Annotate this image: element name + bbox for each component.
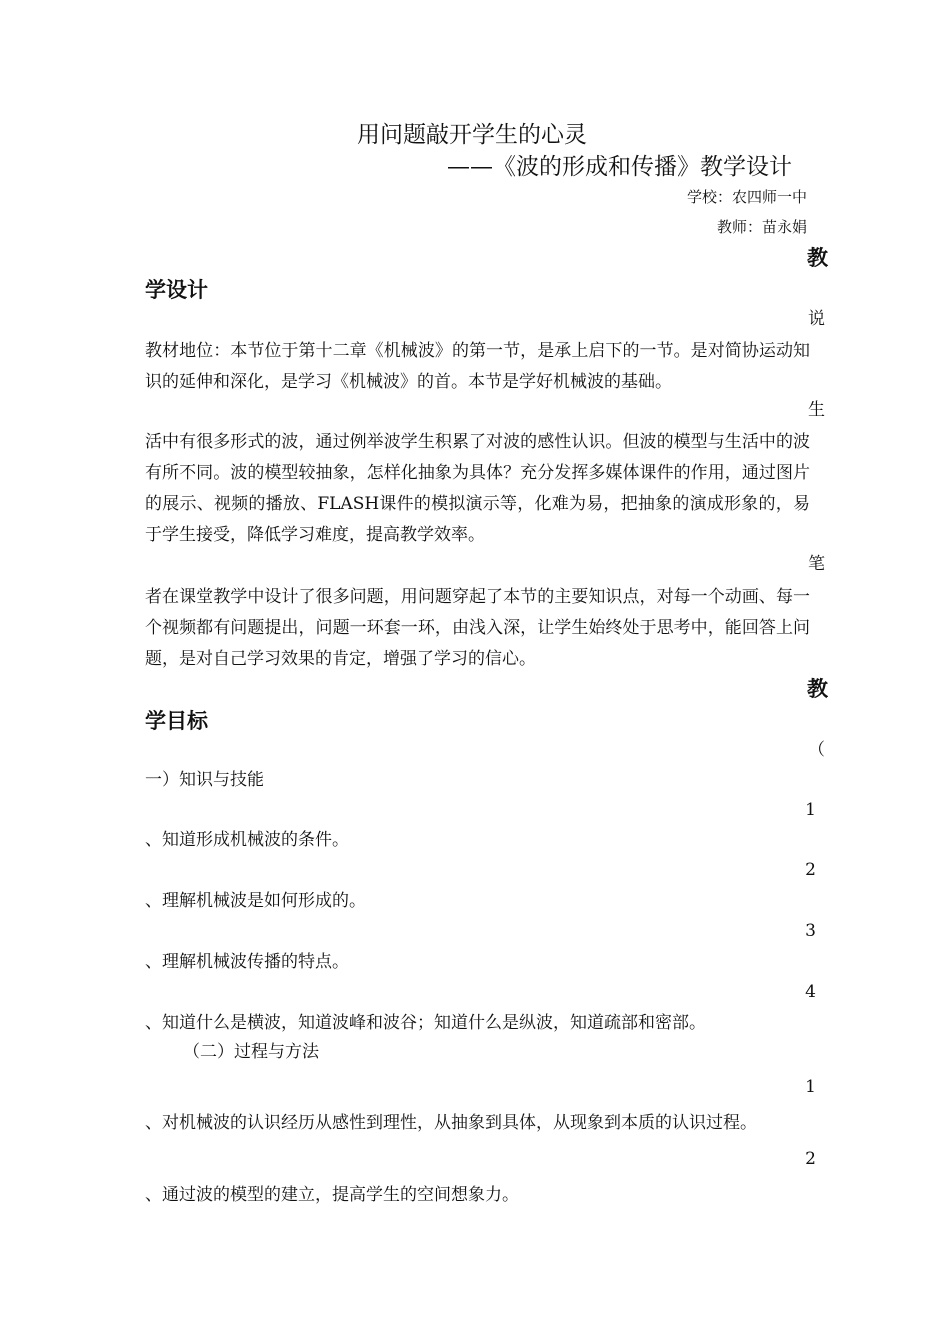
objective-item: 、理解机械波传播的特点。 xyxy=(145,952,349,972)
school-line: 学校：农四师一中 xyxy=(686,188,807,206)
objective-number: 4 xyxy=(805,982,816,1002)
process-methods-label: （二）过程与方法 xyxy=(183,1042,319,1062)
section1-heading-first-char: 教 xyxy=(807,245,828,270)
objective-number: 2 xyxy=(805,860,816,880)
paragraph-textbook-position: 教材地位：本节位于第十二章《机械波》的第一节，是承上启下的一节。是对简协运动知识的延伸和深化，是学习《机械波》的首。本节是学好机械波的基础。 xyxy=(145,341,810,392)
objective-number: 3 xyxy=(805,921,816,941)
paragraph-author-design: 者在课堂教学中设计了很多问题，用问题穿起了本节的主要知识点，对每一个动画、每一个视频都有问题提出，问题一环套一环，由浅入深，让学生始终处于思考中，能回答上问题，是对自己学习效果的肯定，增强了学习的信心。 xyxy=(145,587,810,669)
section2-heading-first-char: 教 xyxy=(807,676,828,701)
process-number: 2 xyxy=(805,1149,816,1169)
process-number: 1 xyxy=(805,1077,816,1097)
para3-first-char: 笔 xyxy=(808,554,825,574)
document-title: 用问题敲开学生的心灵 xyxy=(357,122,587,148)
section1-heading-rest: 学设计 xyxy=(145,277,208,302)
process-item: 、对机械波的认识经历从感性到理性，从抽象到具体，从现象到本质的认识过程。 xyxy=(145,1113,757,1133)
objective-item: 、知道什么是横波，知道波峰和波谷；知道什么是纵波，知道疏部和密部。 xyxy=(145,1013,706,1033)
objective-number: 1 xyxy=(805,800,816,820)
paragraph-student-analysis: 活中有很多形式的波，通过例举波学生积累了对波的感性认识。但波的模型与生活中的波有所不同。波的模型较抽象，怎样化抽象为具体？充分发挥多媒体课件的作用，通过图片的展示、视频的播放、FLASH课件的模拟演示等，化难为易，把抽象的演成形象的，易于学生接受，降低学习难度，提高教学效率。 xyxy=(145,432,810,545)
teacher-line: 教师：苗永娟 xyxy=(716,218,807,236)
document-subtitle: ——《波的形成和传播》教学设计 xyxy=(447,154,792,180)
para2-first-char: 生 xyxy=(808,400,825,420)
para1-first-char: 说 xyxy=(808,309,825,329)
objective-item: 、理解机械波是如何形成的。 xyxy=(145,891,366,911)
objective-item: 、知道形成机械波的条件。 xyxy=(145,830,349,850)
knowledge-skills-label: 一）知识与技能 xyxy=(145,770,264,790)
knowledge-paren: （ xyxy=(808,740,825,760)
process-item: 、通过波的模型的建立，提高学生的空间想象力。 xyxy=(145,1185,519,1205)
section2-heading-rest: 学目标 xyxy=(145,708,208,733)
